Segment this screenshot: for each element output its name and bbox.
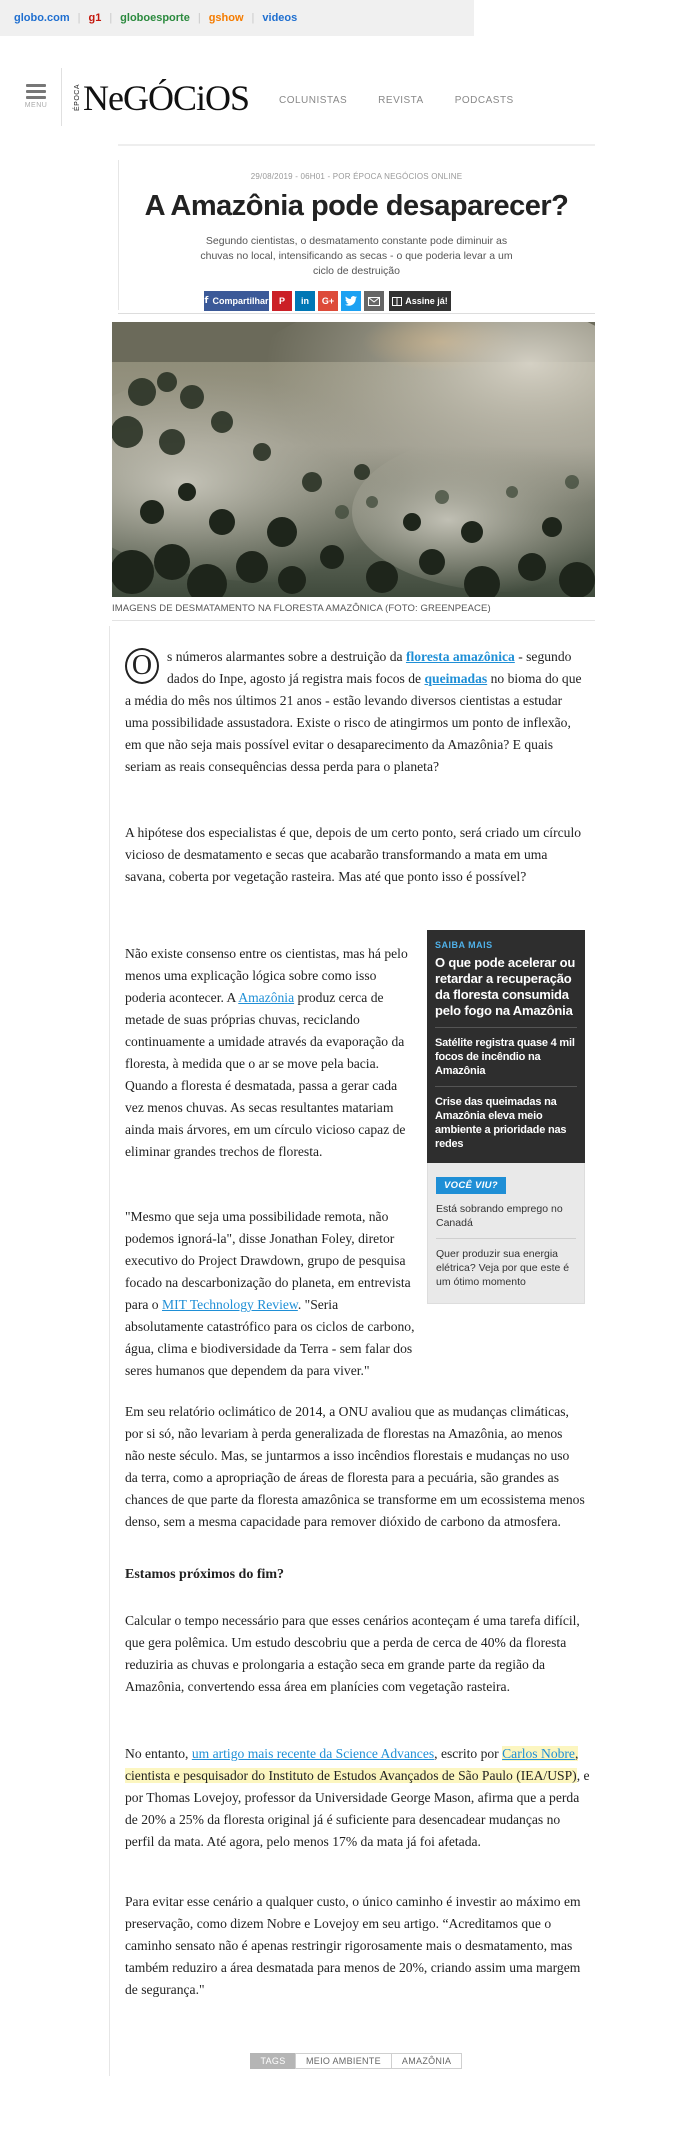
site-header <box>0 68 700 128</box>
image-caption: IMAGENS DE DESMATAMENTO NA FLORESTA AMAZÔNICA (FOTO: GREENPEACE) <box>112 603 491 614</box>
paragraph-text: produz cerca de metade de suas próprias chuvas, reciclando continuamente a umidade através da evaporação da floresta, à medida que o ar se move pela bacia. Quando a floresta é desmatada, passa a gerar cada vez menos chuvas. As secas resultantes matariam ainda mais árvores, em um círculo vicioso capaz de eliminar grandes trechos de floresta. <box>125 990 406 1159</box>
separator: | <box>109 12 113 24</box>
paragraph-text: no bioma do que a média do mês nos últimos 21 anos - estão levando diversos cientistas a estudar uma possibilidade assustadora. Existe o risco de atingirmos um ponto de inflexão, em que não seja mais possível evitar o desaparecimento da Amazônia? E quais seriam as reais consequências dessa perda para o planeta? <box>125 671 582 774</box>
article-subheading: Estamos próximos do fim? <box>125 1567 285 1582</box>
link-carlos-nobre[interactable]: Carlos Nobre <box>502 1746 575 1761</box>
article-paragraph: Calcular o tempo necessário para que esses cenários aconteçam é uma tarefa difícil, que gera polêmica. Um estudo descobriu que a perda de cerca de 40% da floresta reduziria as chuvas e prolongaria a estação seca em grande parte da região da Amazônia, convertendo essa área em planícies com vegetação rasteira. <box>125 1613 580 1694</box>
googleplus-share-button[interactable] <box>318 291 338 311</box>
article-hero-image <box>112 322 595 597</box>
link-floresta-amazonica[interactable]: floresta amazônica <box>405 649 515 664</box>
paragraph-text: . "Seria absolutamente catastrófico para os ciclos de carbono, água, clima e biodiversidade da Terra - sem falar dos seres humanos que dependem da para viver." <box>125 1297 415 1378</box>
site-logo[interactable] <box>74 78 249 118</box>
divider <box>118 160 119 310</box>
nav-podcasts[interactable]: PODCASTS <box>454 95 514 106</box>
divider <box>109 626 110 2076</box>
related-link[interactable]: Satélite registra quase 4 mil focos de incêndio na Amazônia <box>435 1036 577 1087</box>
tags-bar <box>250 2053 462 2069</box>
nav-colunistas[interactable]: COLUNISTAS <box>279 95 348 106</box>
email-share-button[interactable] <box>364 291 384 311</box>
related-link[interactable]: O que pode acelerar ou retardar a recuperação da floresta consumida pelo fogo na Amazônia <box>435 955 577 1028</box>
article-paragraph: Em seu relatório oclimático de 2014, a ONU avaliou que as mudanças climáticas, por si só, não levariam à perda generalizada de florestas na Amazônia, ao menos não neste século. Mas, se juntarmos a isso incêndios florestais e mudanças no uso da terra, como a apropriação de áreas de floresta para a pecuária, são grandes as chances de que parte da floresta amazônica se transforme em um ecossistema menos denso, sem a mesma capacidade para remover dióxido de carbono da atmosfera. <box>125 1404 585 1529</box>
videos-link[interactable]: videos <box>262 12 298 24</box>
link-science-advances[interactable]: um artigo mais recente da Science Advances <box>191 1746 435 1761</box>
forest-fire-image <box>112 322 595 597</box>
related-sidebar <box>427 930 585 1304</box>
dropcap: O <box>125 648 159 684</box>
article-paragraph <box>125 646 585 778</box>
paragraph-text: Não existe consenso entre os cientistas, mas há pelo menos uma explicação lógica sobre como isso poderia acontecer. A <box>125 946 408 1005</box>
main-nav <box>279 95 545 106</box>
header-divider <box>61 68 62 126</box>
linkedin-icon: in <box>301 296 309 306</box>
voce-viu-badge: VOCÊ VIU? <box>436 1177 506 1194</box>
article-paragraph <box>125 1206 415 1382</box>
globoesporte-link[interactable]: globoesporte <box>120 12 190 24</box>
article-subtitle: Segundo cientistas, o desmatamento constante pode diminuir as chuvas no local, intensificando as secas - o que poderia levar a um ciclo de destruição <box>200 235 513 277</box>
facebook-share-button[interactable] <box>204 291 269 311</box>
pinterest-share-button[interactable] <box>272 291 292 311</box>
pinterest-icon: P <box>278 296 285 306</box>
separator: | <box>251 12 255 24</box>
menu-label: MENU <box>24 102 48 109</box>
voce-viu-box <box>427 1163 585 1304</box>
logo-epoca: ÉPOCA <box>74 84 81 112</box>
nav-revista[interactable]: REVISTA <box>378 95 424 106</box>
book-icon <box>392 297 402 306</box>
link-amazonia[interactable]: Amazônia <box>238 990 295 1005</box>
paragraph-text: "Mesmo que seja uma possibilidade remota, não podemos ignorá-la", disse Jonathan Foley, diretor executivo do Project Drawdown, grupo de pesquisa focado na descarbonização do planeta, em entrevista para o <box>125 1209 411 1312</box>
facebook-icon: f <box>204 296 209 306</box>
link-mit-technology-review[interactable]: MIT Technology Review <box>162 1297 298 1312</box>
logo-negocios: NeGÓCiOS <box>83 78 250 118</box>
tag-amazonia[interactable]: AMAZÔNIA <box>391 2053 462 2069</box>
saiba-mais-box <box>427 930 585 1163</box>
tags-label: TAGS <box>250 2053 296 2069</box>
subscribe-button[interactable] <box>389 291 451 311</box>
link-queimadas[interactable]: queimadas <box>424 671 488 686</box>
voce-viu-link[interactable]: Quer produzir sua energia elétrica? Veja por que este é um ótimo momento <box>436 1248 570 1288</box>
voce-viu-link[interactable]: Está sobrando emprego no Canadá <box>436 1202 576 1239</box>
article-title: A Amazônia pode desaparecer? <box>144 190 569 222</box>
menu-button[interactable] <box>24 84 48 109</box>
article-paragraph: A hipótese dos especialistas é que, depois de um certo ponto, será criado um círculo vicioso de desmatamento e secas que acabarão transformando a mata em uma savana, coberta por vegetação rasteira. Mas até que ponto isso é possível? <box>125 825 582 884</box>
email-icon <box>368 297 380 306</box>
twitter-share-button[interactable] <box>341 291 361 311</box>
paragraph-text: , e por Thomas Lovejoy, professor da Universidade George Mason, afirma que a perda de 20% a 25% da floresta original já é suficiente para desencadear mudanças no perfil da mata. Até agora, pelo menos 17% da mata já foi afetada. <box>125 1768 590 1849</box>
paragraph-text: , escrito por <box>434 1746 503 1761</box>
separator: | <box>197 12 201 24</box>
paragraph-text: - segundo dados do Inpe, agosto já registra mais focos de <box>167 649 572 686</box>
paragraph-text: No entanto, <box>125 1746 192 1761</box>
globo-link[interactable]: globo.com <box>14 12 70 24</box>
article-paragraph <box>125 943 410 1163</box>
hamburger-icon <box>26 84 46 87</box>
article-meta: 29/08/2019 - 06H01 - POR ÉPOCA NEGÓCIOS ONLINE <box>250 172 463 181</box>
hamburger-icon <box>26 96 46 99</box>
share-bar <box>204 291 454 311</box>
article-paragraph <box>125 1743 590 1853</box>
facebook-share-label: Compartilhar <box>212 296 269 306</box>
gshow-link[interactable]: gshow <box>208 12 244 24</box>
googleplus-icon: G+ <box>321 296 335 306</box>
globo-top-bar <box>0 0 474 36</box>
divider <box>118 144 595 146</box>
separator: | <box>77 12 81 24</box>
highlighted-text: , cientista e pesquisador do Instituto de Estudos Avançados de São Paulo (IEA/USP) <box>125 1746 579 1783</box>
saiba-mais-label: SAIBA MAIS <box>435 940 493 950</box>
twitter-icon <box>345 296 357 306</box>
subscribe-label: Assine já! <box>405 296 448 306</box>
article-paragraph: Para evitar esse cenário a qualquer custo, o único caminho é investir ao máximo em preservação, como dizem Nobre e Lovejoy em seu artigo. “Acreditamos que o caminho sensato não é apenas restringir rigorosamente mais o desmatamento, mas também reduziro a área desmatada para menos de 20%, criando assim uma margem de segurança." <box>125 1894 581 1997</box>
tag-meio-ambiente[interactable]: MEIO AMBIENTE <box>295 2053 392 2069</box>
paragraph-text: s números alarmantes sobre a destruição da <box>167 649 406 664</box>
g1-link[interactable]: g1 <box>88 12 102 24</box>
linkedin-share-button[interactable] <box>295 291 315 311</box>
divider <box>112 620 595 621</box>
hamburger-icon <box>26 90 46 93</box>
related-link[interactable]: Crise das queimadas na Amazônia eleva meio ambiente a prioridade nas redes <box>435 1096 567 1150</box>
divider <box>118 313 595 314</box>
